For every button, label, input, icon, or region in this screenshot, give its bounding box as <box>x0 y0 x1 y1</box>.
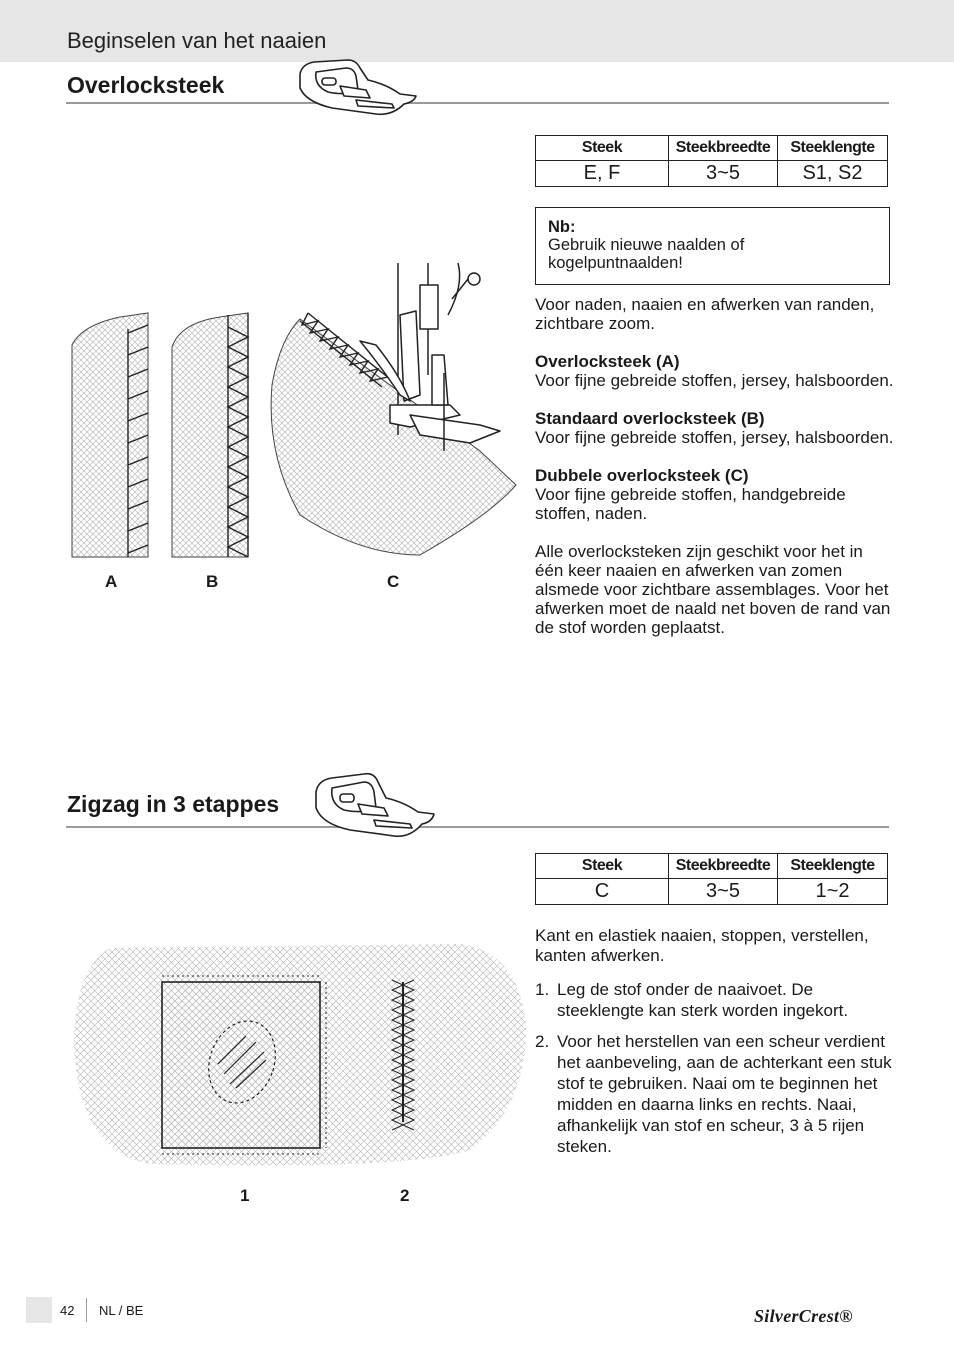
item-title: Dubbele overlocksteek (C) <box>535 466 749 485</box>
overlock-intro: Voor naden, naaien en afwerken van randen, zichtbare zoom. <box>535 295 875 333</box>
overlock-text <box>535 295 895 656</box>
overlock-stitch-illustration <box>60 255 530 565</box>
zigzag-steps <box>535 979 895 1167</box>
zigzag-rule <box>66 826 889 828</box>
figure-label-2: 2 <box>400 1186 410 1205</box>
table-cell-length: 1~2 <box>778 879 888 905</box>
table-cell-width: 3~5 <box>669 161 778 187</box>
list-item <box>535 979 895 1021</box>
table-header-width: Steekbreedte <box>669 136 778 161</box>
note-box <box>535 207 890 285</box>
table-cell-stitch: E, F <box>536 161 669 187</box>
note-text: Gebruik nieuwe naalden of kogelpuntnaalden! <box>548 236 745 272</box>
item-text: Voor fijne gebreide stoffen, jersey, halsboorden. <box>535 371 894 390</box>
item-text: Voor fijne gebreide stoffen, jersey, halsboorden. <box>535 428 894 447</box>
list-item <box>535 1031 895 1157</box>
zigzag-intro: Kant en elastiek naaien, stoppen, verstellen, kanten afwerken. <box>535 926 869 965</box>
table-cell-length: S1, S2 <box>778 161 888 187</box>
table-cell-width: 3~5 <box>669 879 778 905</box>
brand-logo: SilverCrest® <box>754 1306 854 1326</box>
figure-label-c: C <box>387 572 400 591</box>
step-number: 1. <box>535 980 550 999</box>
figure-label-a: A <box>105 572 118 591</box>
overlock-closing: Alle overlocksteken zijn geschikt voor het in één keer naaien en afwerken van zomen alsmede voor zichtbare assemblages. Voor het afwerken moet de naald net boven de rand van de stof worden geplaatst. <box>535 542 891 637</box>
locale-label: NL / BE <box>99 1303 144 1318</box>
presser-foot-icon <box>312 768 436 842</box>
table-header-width: Steekbreedte <box>669 854 778 879</box>
table-header-length: Steeklengte <box>778 854 888 879</box>
step-text: Voor het herstellen van een scheur verdient het aanbeveling, aan de achterkant een stuk stof te gebruiken. Naai om te beginnen het midden en daarna links en rechts. Naai, afhankelijk van stof en scheur, 3 à 5 rijen steken. <box>557 1032 892 1156</box>
table-header-stitch: Steek <box>536 136 669 161</box>
item-title: Standaard overlocksteek (B) <box>535 409 765 428</box>
footer-tab <box>26 1297 52 1323</box>
overlock-item-a <box>535 352 895 390</box>
figure-label-1: 1 <box>240 1186 250 1205</box>
zigzag-repair-illustration <box>70 938 530 1178</box>
table-header-stitch: Steek <box>536 854 669 879</box>
overlock-item-c <box>535 466 895 523</box>
figure-label-b: B <box>206 572 219 591</box>
overlock-title: Overlocksteek <box>67 72 225 98</box>
page-number: 42 <box>60 1303 75 1318</box>
overlock-rule <box>66 102 889 104</box>
overlock-settings-table <box>535 135 888 187</box>
zigzag-title: Zigzag in 3 etappes <box>67 791 280 817</box>
table-cell-stitch: C <box>536 879 669 905</box>
step-number: 2. <box>535 1032 550 1051</box>
overlock-item-b <box>535 409 895 447</box>
item-title: Overlocksteek (A) <box>535 352 680 371</box>
chapter-title: Beginselen van het naaien <box>67 28 327 53</box>
item-text: Voor fijne gebreide stoffen, handgebreide stoffen, naden. <box>535 485 846 523</box>
step-text: Leg de stof onder de naaivoet. De steeklengte kan sterk worden ingekort. <box>557 980 849 1020</box>
table-header-length: Steeklengte <box>778 136 888 161</box>
presser-foot-icon <box>296 56 420 118</box>
note-label: Nb: <box>548 218 576 236</box>
footer-divider <box>86 1298 87 1322</box>
zigzag-settings-table <box>535 853 888 905</box>
